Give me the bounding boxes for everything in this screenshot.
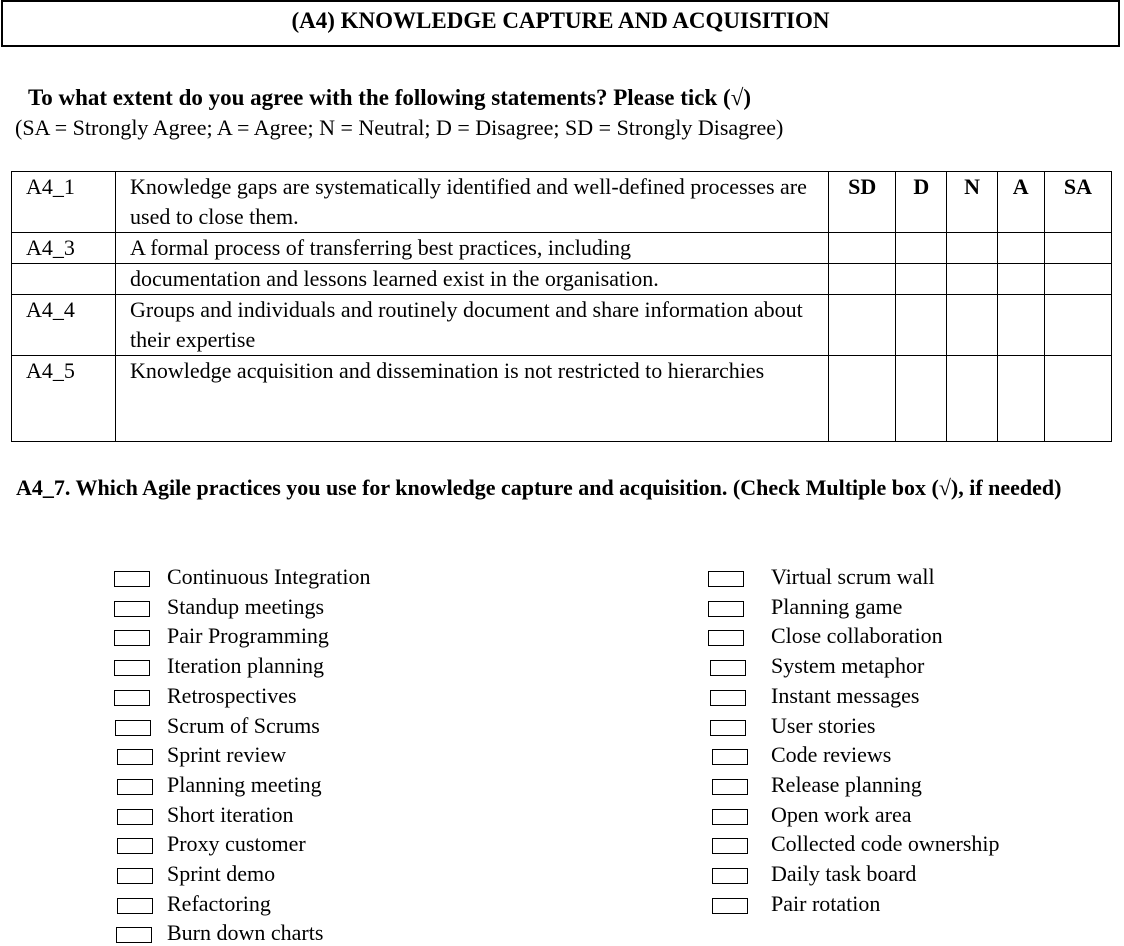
checkbox-label: Code reviews [771,742,892,768]
table-row [12,172,1112,233]
tick-cell-a[interactable] [997,295,1044,356]
tick-cell-sa[interactable] [1044,356,1111,442]
checkbox[interactable] [710,690,746,706]
tick-cell-sa[interactable] [1044,233,1111,264]
checkbox-label: System metaphor [771,653,925,679]
row-statement: Groups and individuals and routinely document and share information about their expertise [116,295,829,356]
row-statement: Knowledge gaps are systematically identified and well-defined processes are used to close them. [116,172,829,233]
checkbox-label: Pair rotation [771,890,881,916]
scale-header-a: A [997,172,1044,233]
checkbox-label: Scrum of Scrums [167,712,320,738]
likert-question: To what extent do you agree with the following statements? Please tick (√) [28,85,751,110]
checkbox[interactable] [114,571,150,587]
tick-cell-sa[interactable] [1044,295,1111,356]
row-statement: A formal process of transferring best practices, including [116,233,829,264]
checkbox[interactable] [712,809,748,825]
checkbox[interactable] [116,927,152,943]
tick-cell-n[interactable] [947,264,997,295]
tick-cell-sd[interactable] [829,356,896,442]
checkbox-label: Sprint demo [167,861,276,886]
checkbox-label: Burn down charts [167,920,324,946]
tick-cell-a[interactable] [997,233,1044,264]
tick-cell-d[interactable] [896,356,947,442]
checkbox[interactable] [708,601,744,617]
checkbox[interactable] [117,898,153,914]
checkbox[interactable] [712,838,748,854]
table-row [12,264,1112,295]
checkbox-label: Virtual scrum wall [771,564,935,589]
checkbox-label: Retrospectives [167,682,297,708]
row-code [12,264,116,295]
checkbox-label: Continuous Integration [167,564,371,589]
checkbox[interactable] [712,779,748,795]
tick-cell-a[interactable] [997,356,1044,442]
checkbox-label: Proxy customer [167,831,306,857]
checkbox-label: Refactoring [167,890,271,916]
row-statement: Knowledge acquisition and dissemination is not restricted to hierarchies [116,356,829,442]
checkbox[interactable] [710,660,746,676]
tick-cell-sd[interactable] [829,295,896,356]
tick-cell-n[interactable] [947,233,997,264]
tick-cell-n[interactable] [947,356,997,442]
checkbox-label: Release planning [771,771,922,797]
tick-cell-sd[interactable] [829,264,896,295]
tick-cell-d[interactable] [896,233,947,264]
tick-cell-sd[interactable] [829,233,896,264]
scale-header-sd: SD [829,172,896,233]
scale-header-n: N [947,172,997,233]
checkbox[interactable] [712,868,748,884]
row-code: A4_5 [12,356,116,442]
checkbox-label: Sprint review [167,742,287,768]
checkbox[interactable] [117,749,153,765]
row-statement: documentation and lessons learned exist in the organisation. [116,264,829,295]
tick-cell-sa[interactable] [1044,264,1111,295]
checkbox-label: Open work area [771,801,912,827]
checkbox[interactable] [114,690,150,706]
checkbox[interactable] [710,720,746,736]
row-code: A4_1 [12,172,116,233]
checkbox-label: Daily task board [771,861,917,886]
checkbox-label: Iteration planning [167,653,325,679]
checkbox-label: Planning game [771,593,903,619]
checkbox[interactable] [114,630,150,646]
checkbox[interactable] [114,660,150,676]
checkbox[interactable] [117,809,153,825]
checkbox-label: Planning meeting [167,771,322,797]
checkbox[interactable] [117,868,153,884]
checkbox-label: Collected code ownership [771,831,1000,857]
checkbox-label: Instant messages [771,682,920,708]
checkbox-label: Short iteration [167,801,294,827]
checkbox-label: Close collaboration [771,623,943,649]
tick-cell-d[interactable] [896,264,947,295]
table-row [12,356,1112,442]
checkbox[interactable] [708,571,744,587]
row-code: A4_3 [12,233,116,264]
tick-cell-n[interactable] [947,295,997,356]
checkbox-label: Pair Programming [167,623,329,649]
multi-select-question: A4_7. Which Agile practices you use for knowledge capture and acquisition. (Check Multiple box (√), if needed) [16,475,1062,500]
table-row [12,233,1112,264]
scale-legend: (SA = Strongly Agree; A = Agree; N = Neutral; D = Disagree; SD = Strongly Disagree) [15,115,784,140]
checkbox[interactable] [712,749,748,765]
checkbox[interactable] [708,630,744,646]
scale-header-d: D [896,172,947,233]
checkbox[interactable] [115,720,151,736]
scale-header-sa: SA [1044,172,1111,233]
checkbox[interactable] [117,779,153,795]
row-code: A4_4 [12,295,116,356]
checkbox-label: Standup meetings [167,593,325,619]
checkbox-label: User stories [771,712,876,738]
checkbox[interactable] [114,601,150,617]
section-title: (A4) KNOWLEDGE CAPTURE AND ACQUISITION [1,0,1120,47]
checkbox[interactable] [117,838,153,854]
table-row [12,295,1112,356]
likert-table [11,171,1112,442]
tick-cell-a[interactable] [997,264,1044,295]
checkbox[interactable] [712,898,748,914]
tick-cell-d[interactable] [896,295,947,356]
